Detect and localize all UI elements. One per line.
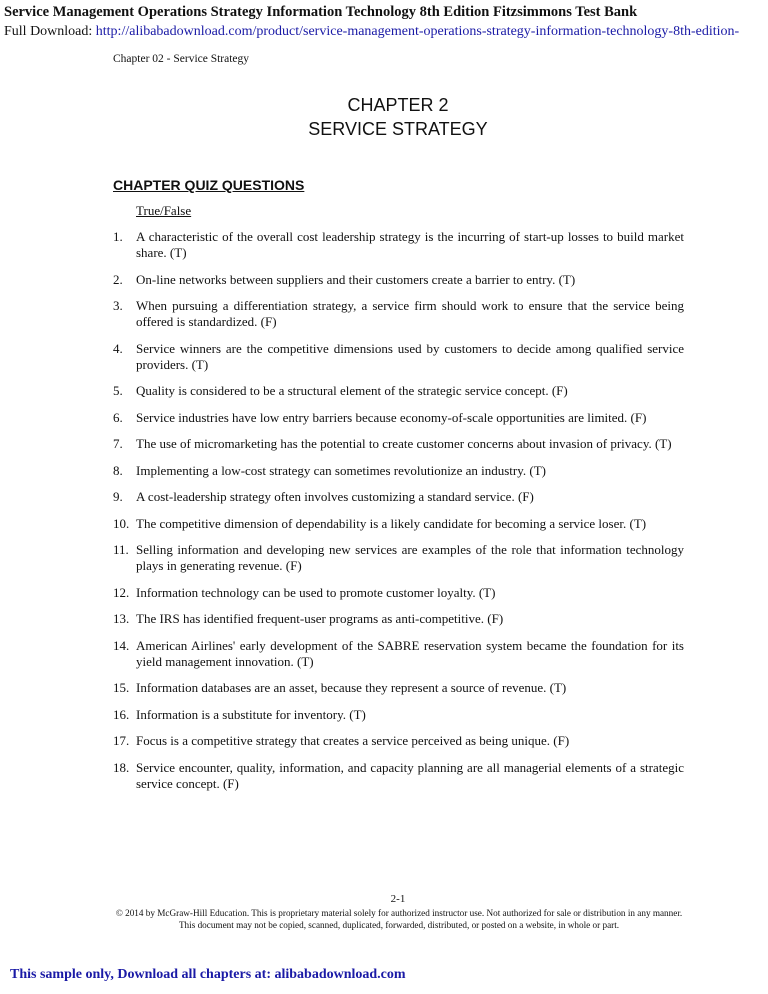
question-text: Service encounter, quality, information, and capacity planning are all managerial elements of a strategic service concept. (F)	[136, 759, 684, 791]
question-text: American Airlines' early development of the SABRE reservation system became the foundation for its yield management innovation. (T)	[136, 637, 684, 669]
question-item	[113, 489, 684, 505]
question-item	[113, 410, 684, 426]
question-number: 12.	[113, 584, 130, 600]
question-number: 1.	[113, 229, 123, 244]
question-text: A cost-leadership strategy often involves customizing a standard service. (F)	[136, 489, 534, 504]
question-list	[113, 229, 684, 802]
question-number: 2.	[113, 271, 123, 287]
question-type-heading: True/False	[136, 203, 192, 218]
question-item	[113, 229, 684, 261]
copyright-notice: © 2014 by McGraw-Hill Education. This is proprietary material solely for authorized instructor use. Not authorized for sale or distribution in any manner. This document may not be copied, scanned, duplicated, forwarded, distributed, or posted on a website, in whole or part.	[115, 908, 683, 930]
question-number: 13.	[113, 611, 130, 626]
footer-banner[interactable]: This sample only, Download all chapters at: alibabadownload.com	[10, 967, 406, 982]
question-text: Quality is considered to be a structural element of the strategic service concept. (F)	[136, 383, 568, 398]
question-item	[113, 611, 684, 627]
chapter-title	[0, 93, 768, 141]
download-label: Full Download:	[4, 24, 93, 39]
question-number: 16.	[113, 706, 130, 722]
question-number: 3.	[113, 298, 123, 313]
running-head: Chapter 02 - Service Strategy	[113, 53, 250, 65]
question-text: The use of micromarketing has the potential to create customer concerns about invasion of privacy. (T)	[136, 436, 672, 451]
question-number: 4.	[113, 340, 123, 356]
section-heading: CHAPTER QUIZ QUESTIONS	[113, 177, 305, 193]
banner-title: Service Management Operations Strategy Information Technology 8th Edition Fitzsimmons Test Bank	[4, 4, 638, 20]
question-number: 8.	[113, 462, 123, 478]
question-item	[113, 436, 684, 452]
question-item	[113, 760, 684, 792]
question-number: 6.	[113, 409, 123, 425]
question-item	[113, 707, 684, 723]
question-number: 10.	[113, 515, 130, 531]
question-item	[113, 383, 684, 399]
chapter-number: CHAPTER 2	[347, 95, 449, 115]
question-item	[113, 341, 684, 373]
question-text: When pursuing a differentiation strategy, a service firm should work to ensure that the service being offered is standardized. (F)	[136, 298, 684, 329]
question-item	[113, 680, 684, 696]
question-text: Information databases are an asset, because they represent a source of revenue. (T)	[136, 680, 567, 695]
question-text: On-line networks between suppliers and their customers create a barrier to entry. (T)	[136, 271, 576, 287]
question-item	[113, 463, 684, 479]
question-number: 14.	[113, 637, 130, 653]
question-item	[113, 516, 684, 532]
download-link[interactable]: http://alibabadownload.com/product/service-management-operations-strategy-information-technology-8th-edition-	[95, 24, 740, 39]
question-text: Selling information and developing new services are examples of the role that information technology plays in generating revenue. (F)	[136, 542, 684, 573]
question-number: 5.	[113, 383, 123, 398]
question-item	[113, 298, 684, 330]
question-item	[113, 585, 684, 601]
question-text: Information is a substitute for inventory. (T)	[136, 706, 366, 722]
question-text: Implementing a low-cost strategy can sometimes revolutionize an industry. (T)	[136, 462, 546, 478]
question-number: 15.	[113, 680, 130, 695]
question-item	[113, 638, 684, 670]
download-row	[4, 24, 768, 40]
chapter-name: SERVICE STRATEGY	[308, 119, 488, 139]
question-number: 18.	[113, 759, 130, 775]
question-item	[113, 272, 684, 288]
question-number: 17.	[113, 733, 130, 748]
page-number: 2-1	[390, 893, 406, 905]
question-item	[113, 733, 684, 749]
question-text: Information technology can be used to promote customer loyalty. (T)	[136, 584, 496, 600]
question-text: The IRS has identified frequent-user programs as anti-competitive. (F)	[136, 611, 504, 626]
question-item	[113, 542, 684, 574]
question-number: 9.	[113, 489, 123, 504]
question-text: Service industries have low entry barriers because economy-of-scale opportunities are limited. (F)	[136, 409, 647, 425]
question-text: The competitive dimension of dependability is a likely candidate for becoming a service loser. (T)	[136, 515, 647, 531]
question-number: 11.	[113, 542, 129, 557]
question-number: 7.	[113, 436, 123, 451]
question-text: Focus is a competitive strategy that creates a service perceived as being unique. (F)	[136, 733, 570, 748]
question-text: A characteristic of the overall cost leadership strategy is the incurring of start-up losses to build market share. (T)	[136, 229, 684, 260]
question-text: Service winners are the competitive dimensions used by customers to decide among qualified service providers. (T)	[136, 340, 684, 372]
